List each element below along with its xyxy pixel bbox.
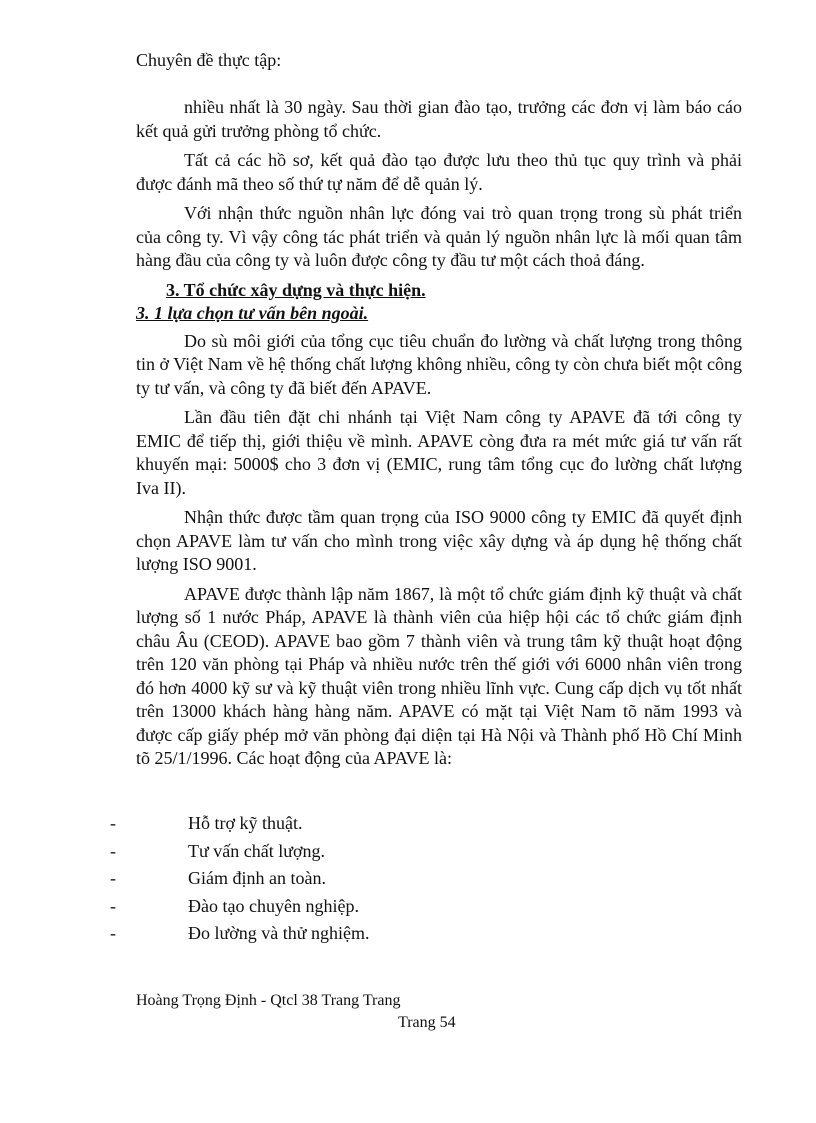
paragraph-7: APAVE được thành lập năm 1867, là một tổ chức giám định kỹ thuật và chất lượng số 1 nước Pháp, APAVE là thành viên của hiệp hội các tổ chức giám định châu Âu (CEOD). APAVE bao gồm 7 thành viên và trung tâm kỹ thuật hoạt động trên 120 văn phòng tại Pháp và nhiều nước trên thế giới với 6000 nhân viên trong đó hơn 4000 kỹ sư và kỹ thuật viên trong nhiều lĩnh vực. Cung cấp dịch vụ tốt nhất trên 13000 khách hàng hàng năm. APAVE có mặt tại Việt Nam tõ năm 1993 và được cấp giấy phép mở văn phòng đại diện tại Hà Nội và Thành phố Hồ Chí Minh tõ 25/1/1996. Các hoạt động của APAVE là: [136,583,742,768]
subsection-heading-3-1: 3. 1 lựa chọn tư vấn bên ngoài. [136,303,369,323]
list-item-label: Giám định an toàn. [188,868,326,888]
list-item-label: Đo lường và thử nghiệm. [188,923,370,943]
list-item [110,838,710,866]
activity-list [110,810,710,948]
list-bullet: - [110,923,116,943]
body-text [136,96,742,777]
page-header-title: Chuyên đề thực tập: [136,50,282,70]
list-bullet: - [110,840,116,861]
footer-page-number: Trang 54 [398,1014,456,1031]
list-item [110,893,710,921]
footer-author: Hoàng Trọng Định - Qtcl 38 Trang Trang [136,992,401,1009]
section-heading-3: 3. Tổ chức xây dựng và thực hiện. [166,279,426,300]
paragraph-4: Do sù môi giới của tổng cục tiêu chuẩn đo lường và chất lượng trong thông tin ở Việt Nam về hệ thống chất lượng không nhiều, công ty còn chưa biết một công ty tư vấn, và công ty đã biết đến APAVE. [136,330,743,398]
paragraph-1: nhiều nhất là 30 ngày. Sau thời gian đào tạo, trưởng các đơn vị làm báo cáo kết quả gửi trưởng phòng tổ chức. [136,97,742,141]
list-item [110,865,710,893]
list-item [110,810,710,838]
list-item [110,920,710,948]
list-item-label: Hỗ trợ kỹ thuật. [188,813,303,833]
list-item-label: Tư vấn chất lượng. [188,840,325,861]
list-bullet: - [110,813,116,833]
list-item-label: Đào tạo chuyên nghiệp. [188,895,359,916]
list-bullet: - [110,868,116,888]
paragraph-6: Nhận thức được tầm quan trọng của ISO 9000 công ty EMIC đã quyết định chọn APAVE làm tư vấn cho mình trong việc xây dựng và áp dụng hệ thống chất lượng ISO 9001. [136,507,742,574]
paragraph-2: Tất cả các hồ sơ, kết quả đào tạo được lưu theo thủ tục quy trình và phải được đánh mã theo số thứ tự năm để dễ quản lý. [136,150,742,194]
paragraph-5: Lần đầu tiên đặt chi nhánh tại Việt Nam công ty APAVE đã tới công ty EMIC để tiếp thị, giới thiệu về mình. APAVE còng đưa ra mét mức giá tư vấn rất khuyến mại: 5000$ cho 3 đơn vị (EMIC, rung tâm tổng cục đo lường chất lượng Iva II). [136,407,742,498]
paragraph-3: Với nhận thức nguồn nhân lực đóng vai trò quan trọng trong sù phát triển của công ty. Vì vậy công tác phát triển và quản lý nguồn nhân lực là mối quan tâm hàng đầu của công ty và luôn được công ty đầu tư một cách thoả đáng. [136,203,742,270]
list-bullet: - [110,895,116,916]
